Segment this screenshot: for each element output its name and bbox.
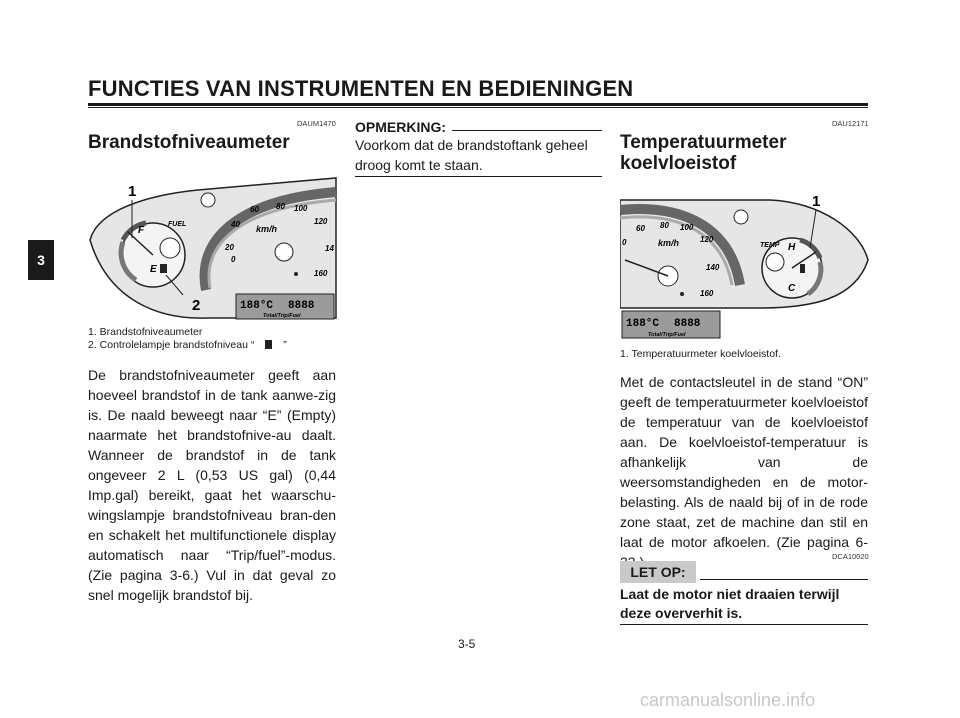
indicator-icon [734, 210, 748, 224]
thermometer-icon [800, 264, 805, 273]
e-mark: E [150, 264, 157, 275]
indicator-icon [201, 193, 215, 207]
speed-tick: 60 [636, 224, 645, 233]
speed-tick: 140 [706, 263, 720, 272]
page-header-title: FUNCTIES VAN INSTRUMENTEN EN BEDIENINGEN [88, 76, 634, 101]
speed-tick: 80 [660, 221, 669, 230]
lcd-sub: Total/Trip/Fuel [263, 313, 301, 319]
chapter-tab: 3 [28, 240, 54, 280]
speed-tick: 14 [325, 244, 334, 253]
speed-tick: 120 [700, 235, 714, 244]
caption-2: 2. Controlelampje brandstofniveau “ ” [88, 339, 287, 351]
speed-tick: 60 [250, 205, 259, 214]
speed-tick: 120 [314, 217, 328, 226]
c-mark: C [788, 283, 796, 294]
page-number: 3-5 [458, 637, 476, 651]
note-text: Voorkom dat de brandstoftank geheel droog komt te staan. [355, 137, 588, 173]
temp-paragraph: Met de contactsleutel in de stand “ON” geeft de temperatuurmeter koelvloeistof de temperatuur van de koelvloeistof aan. De koelvloeistof-temperatuur is afhankelijk van de weersomstandigheden en de motor-belasting. Als de naald bij of in de rode zone staat, zet de machine dan stil en laat de motor afkoelen. (Zie pagina 6- [620, 374, 868, 550]
speed-tick: 160 [314, 269, 328, 278]
temp-label: TEMP [760, 242, 780, 249]
speed-tick: 100 [680, 223, 694, 232]
caution-heading: LET OP: [620, 561, 696, 583]
caution-rule-top [700, 579, 868, 580]
speed-unit: km/h [256, 224, 278, 234]
speed-tick: 160 [700, 289, 714, 298]
note-rule-top [452, 130, 602, 131]
note-heading: OPMERKING: [355, 119, 446, 135]
fuel-gauge-illustration [88, 170, 338, 325]
speed-tick: 0 [231, 255, 236, 264]
note-rule-bottom [355, 176, 602, 177]
speed-tick: 0 [622, 238, 627, 247]
section-heading: Brandstofniveaumeter [88, 132, 290, 153]
section-code: DAU12171 [832, 119, 869, 128]
speed-tick: 40 [231, 220, 240, 229]
section-code: DAUM1470 [297, 119, 336, 128]
speed-tick: 100 [294, 204, 308, 213]
lcd-sub: Total/Trip/Fuel [648, 332, 686, 338]
fuel-pump-icon [265, 340, 272, 349]
callout-1: 1 [812, 193, 821, 210]
f-mark: F [138, 225, 145, 236]
speed-unit: km/h [658, 238, 680, 248]
speed-tick: 80 [276, 202, 285, 211]
h-mark: H [788, 242, 796, 253]
caption-1: 1. Brandstofniveaumeter [88, 326, 203, 338]
section-heading-line2: koelvloeistof [620, 153, 737, 174]
lcd-left: 188°C [240, 300, 274, 312]
fuel-label: FUEL [168, 221, 187, 228]
caution-text: Laat de motor niet draaien terwijl deze oververhit is. [620, 586, 840, 621]
section-heading: Temperatuurmeter [620, 132, 787, 153]
header-rule [88, 103, 868, 106]
watermark: carmanualsonline.info [640, 690, 816, 710]
header-rule-thin [88, 107, 868, 108]
caution-code: DCA10020 [832, 552, 869, 561]
lcd-left: 188°C [626, 318, 660, 330]
callout-2: 2 [192, 297, 201, 314]
caution-rule-bottom [620, 624, 868, 625]
speed-tick: 20 [225, 243, 234, 252]
callout-1: 1 [128, 183, 137, 200]
fuel-pump-icon [160, 264, 167, 273]
lcd-right: 8888 [674, 318, 701, 330]
lcd-right: 8888 [288, 300, 315, 312]
fuel-paragraph: De brandstofniveaumeter geeft aan hoeveel brandstof in de tank aanwe-zig is. De naald beweegt naar “E” (Empty) naarmate het brandstofnive-au daalt. Wanneer de brandstof in de tank ongeveer 2 L (0,53 US gal) (0,44 Imp.gal) bereikt, gaat het waarschu-wingslampje brandstofniveau bran-den en schakelt het multifunctionele display automatisch naar “Trip/fuel”-modus. (Zie pagina 3-6.) Vul in dat geval zo snel mogelijk brandstof bij. [88, 367, 336, 603]
caption-temp: 1. Temperatuurmeter koelvloeistof. [620, 348, 781, 360]
temperature-gauge-illustration [620, 190, 870, 340]
